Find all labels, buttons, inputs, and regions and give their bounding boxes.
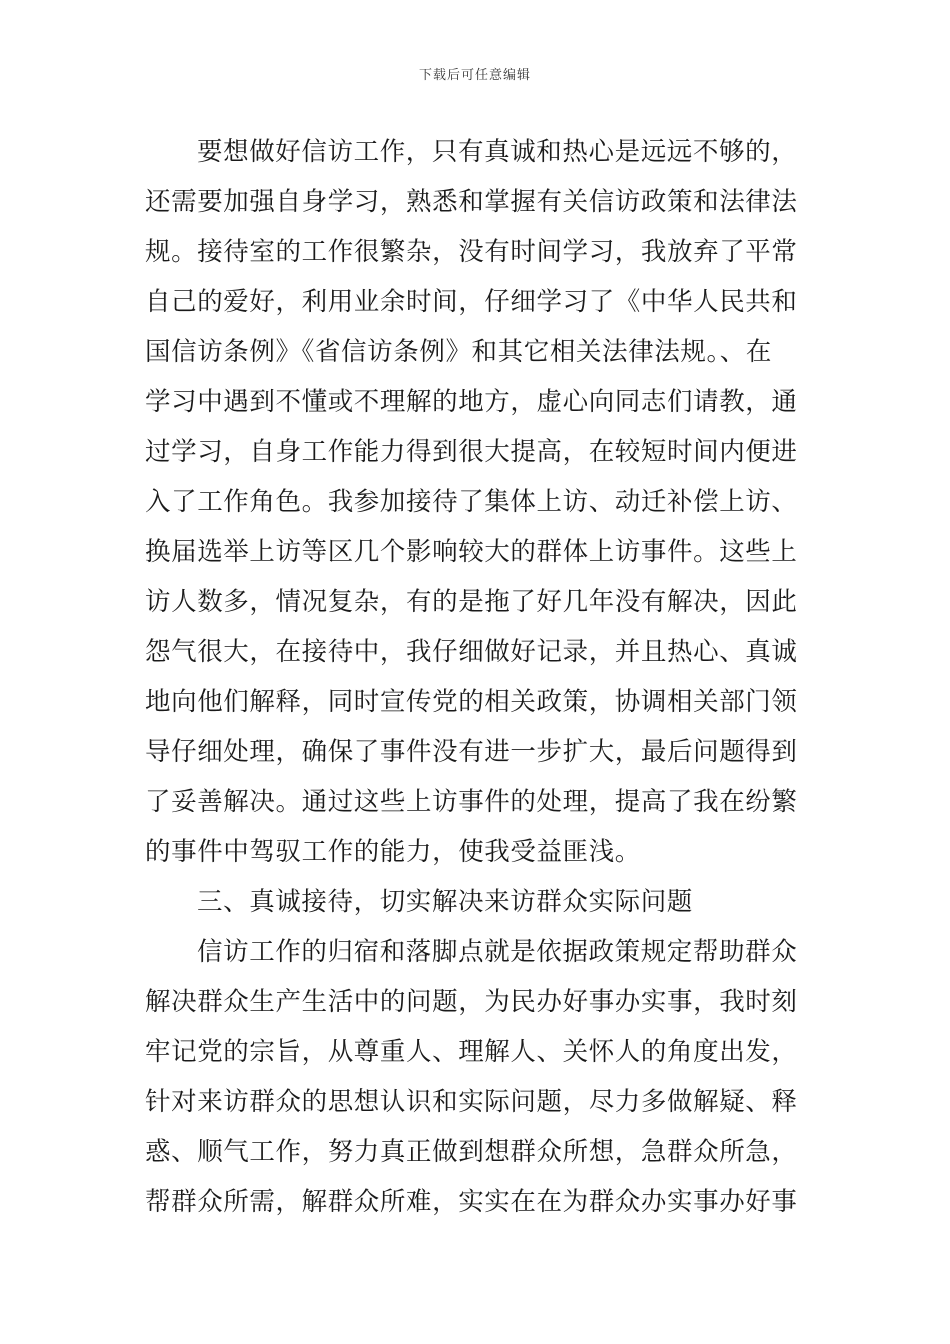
paragraph-line: 换届选举上访等区几个影响较大的群体上访事件。这些上	[145, 537, 798, 567]
paragraph-line: 了妥善解决。通过这些上访事件的处理，提高了我在纷繁	[145, 787, 798, 817]
paragraph-line: 过学习，自身工作能力得到很大提高，在较短时间内便进	[145, 437, 798, 467]
paragraph-line: 解决群众生产生活中的问题，为民办好事办实事，我时刻	[145, 987, 798, 1017]
paragraph-line: 要想做好信访工作，只有真诚和热心是远远不够的，	[197, 137, 798, 167]
paragraph-line: 入了工作角色。我参加接待了集体上访、动迁补偿上访、	[145, 487, 798, 517]
paragraph-line: 访人数多，情况复杂，有的是拖了好几年没有解决，因此	[145, 587, 798, 617]
paragraph-line: 的事件中驾驭工作的能力，使我受益匪浅。	[145, 837, 641, 867]
paragraph-line: 自己的爱好，利用业余时间，仔细学习了《中华人民共和	[145, 287, 798, 317]
paragraph-line: 学习中遇到不懂或不理解的地方，虚心向同志们请教，通	[145, 387, 798, 417]
body-text	[145, 127, 810, 1227]
paragraph-line: 惑、顺气工作，努力真正做到想群众所想，急群众所急，	[145, 1137, 798, 1167]
paragraph-line: 信访工作的归宿和落脚点就是依据政策规定帮助群众	[197, 937, 798, 967]
paragraph-line: 还需要加强自身学习，熟悉和掌握有关信访政策和法律法	[145, 187, 798, 217]
paragraph-line: 导仔细处理，确保了事件没有进一步扩大，最后问题得到	[145, 737, 798, 767]
paragraph-line: 地向他们解释，同时宣传党的相关政策，协调相关部门领	[145, 687, 798, 717]
paragraph-line: 针对来访群众的思想认识和实际问题，尽力多做解疑、释	[145, 1087, 798, 1117]
paragraph-line: 国信访条例》《省信访条例》和其它相关法律法规。、在	[145, 337, 773, 367]
paragraph-line: 规。接待室的工作很繁杂，没有时间学习，我放弃了平常	[145, 237, 798, 267]
section-heading: 三、真诚接待，切实解决来访群众实际问题	[197, 887, 693, 917]
paragraph-line: 牢记党的宗旨，从尊重人、理解人、关怀人的角度出发，	[145, 1037, 798, 1067]
paragraph-line: 怨气很大，在接待中，我仔细做好记录，并且热心、真诚	[145, 637, 798, 667]
header-note: 下载后可任意编辑	[418, 68, 531, 83]
paragraph-line: 帮群众所需，解群众所难，实实在在为群众办实事办好事	[145, 1187, 798, 1217]
